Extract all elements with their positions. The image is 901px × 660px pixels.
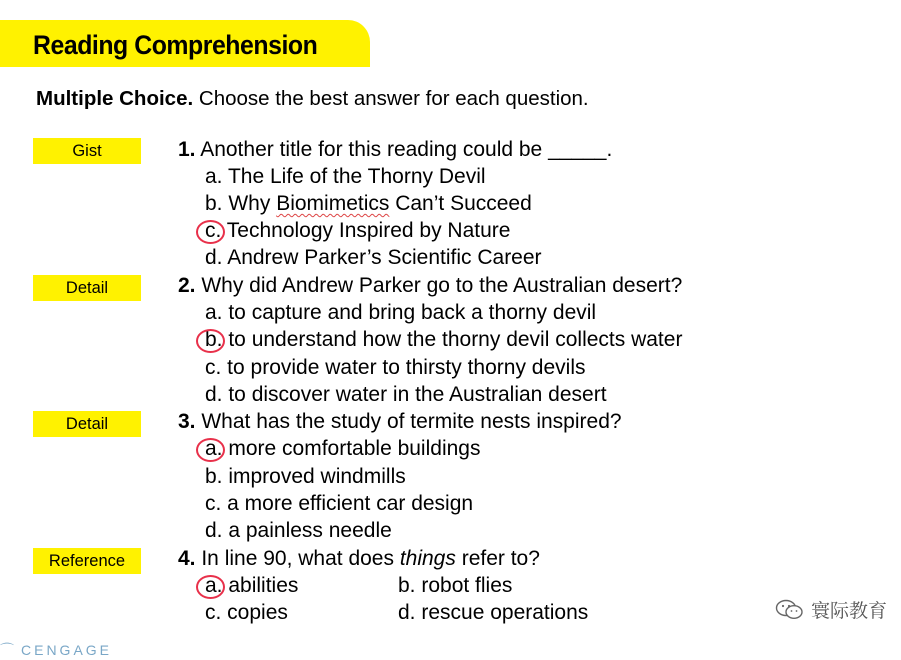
option-3b: b. improved windmills: [205, 465, 406, 488]
question-number: 4.: [178, 547, 196, 570]
page-title: Reading Comprehension: [33, 30, 318, 60]
question-text: Why did Andrew Parker go to the Australian desert?: [195, 274, 683, 297]
question-tag-detail: Detail: [33, 275, 141, 301]
option-3c: c. a more efficient car design: [205, 492, 474, 515]
instructions: [36, 87, 589, 111]
question-text: What has the study of termite nests inspired?: [195, 410, 622, 433]
answer-circle-3a: [196, 438, 225, 462]
question-tag-reference: Reference: [33, 548, 141, 574]
option-2c: c. to provide water to thirsty thorny devils: [205, 356, 586, 379]
option-2d: d. to discover water in the Australian desert: [205, 383, 607, 406]
publisher-logo: ⌒ CENGAGE: [0, 642, 113, 658]
question-emphasis: things: [399, 547, 456, 570]
question-1: [178, 137, 612, 163]
brand-watermark: [775, 596, 887, 623]
answer-circle-2b: [196, 329, 225, 353]
option-text: Can’t Succeed: [389, 192, 532, 215]
wechat-icon: [775, 599, 805, 621]
question-text: Another title for this reading could be _____.: [195, 138, 613, 161]
brand-text: 寰际教育: [811, 601, 888, 622]
option-1a: a. The Life of the Thorny Devil: [205, 165, 486, 188]
question-3: [178, 409, 622, 435]
instructions-bold: Multiple Choice.: [36, 87, 194, 110]
option-1c: c. Technology Inspired by Nature: [205, 219, 511, 242]
option-4c: c. copies: [205, 601, 288, 624]
question-number: 1.: [178, 138, 196, 161]
answer-circle-4a: [196, 575, 225, 599]
answer-circle-1c: [196, 220, 225, 244]
option-2a: a. to capture and bring back a thorny devil: [205, 301, 597, 324]
question-2: [178, 273, 682, 299]
question-number: 3.: [178, 410, 196, 433]
instructions-text: Choose the best answer for each question.: [193, 87, 589, 110]
question-text: refer to?: [455, 547, 540, 570]
question-text: In line 90, what does: [195, 547, 400, 570]
question-number: 2.: [178, 274, 196, 297]
option-text: b. Why: [205, 192, 277, 215]
option-4a: a. abilities: [205, 574, 299, 597]
question-tag-gist: Gist: [33, 138, 141, 164]
option-1d: d. Andrew Parker’s Scientific Career: [205, 246, 542, 269]
option-2b: b. to understand how the thorny devil collects water: [205, 328, 683, 351]
option-3d: d. a painless needle: [205, 519, 392, 542]
publisher-logo-text: CENGAGE: [21, 642, 113, 658]
option-3a: a. more comfortable buildings: [205, 437, 481, 460]
question-4: [178, 546, 540, 572]
question-tag-detail: Detail: [33, 411, 141, 437]
spellcheck-word: Biomimetics: [276, 192, 390, 215]
option-4d: d. rescue operations: [398, 601, 589, 624]
option-4b: b. robot flies: [398, 574, 513, 597]
option-1b: [205, 191, 532, 217]
